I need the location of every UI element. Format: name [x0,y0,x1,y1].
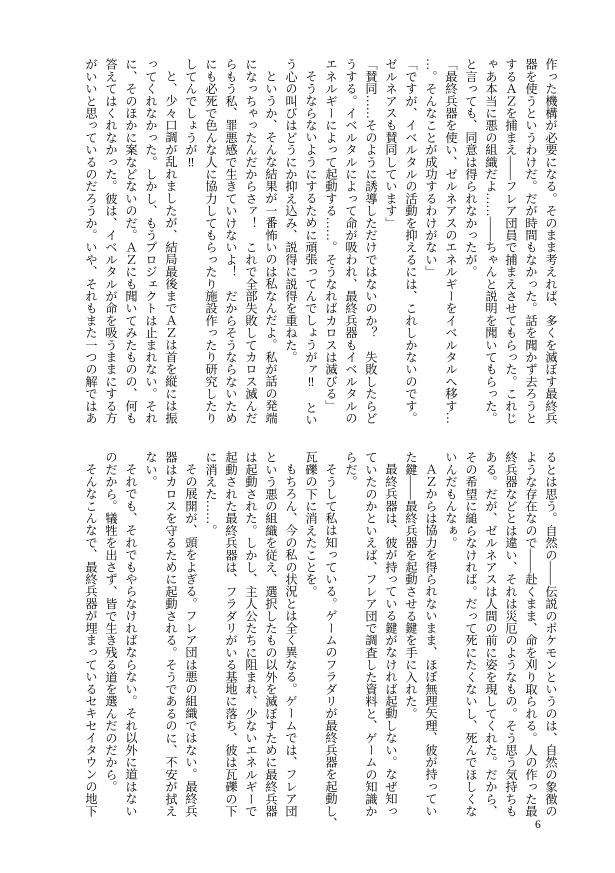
text-line: らだ。 [344,451,358,488]
text-band-bottom [81,451,561,830]
text-line: うする。イベルタルによって命が吸われ、最終兵器もイベルタルの [344,58,358,424]
text-line: …。そんなことが成功するわけがない」 [424,58,438,278]
text-line: う心の叫びはどうにか抑え込み、説得に説得を重ねた。 [284,58,298,363]
text-line: ってくれなかった。しかし、もうプロジェクトは止まれない。それ [144,58,158,424]
text-line: いんだもんなぁ。 [444,451,458,549]
text-line: に消えた……。 [204,451,218,537]
text-line: 瓦礫の下に消えたことを。 [304,451,318,598]
text-line: してんでしょうが‼ [184,58,198,170]
text-line: 「最終兵器を使い、ゼルネアスのエネルギーをイベルタルへ移す… [444,58,458,424]
text-line: 作った機構が必要になる。そのまま考えれば、多くを滅ぼす最終兵 [544,58,558,424]
text-line: にも必死で色んな人に協力してもらったり施設作ったり研究したり [204,58,218,424]
text-line: がいいと思っているのだろうか。いや、それもまた一つの解ではあ [84,58,98,424]
text-line: 最終兵器は、彼が持っている鍵がなければ起動しない。なぜ知っ [384,463,398,817]
page-number: 6 [535,819,541,831]
text-line: ゼルネアスも賛同しています」 [384,58,398,229]
text-line: は起動された。しかし、主人公たちに阻まれ、少ないエネルギーで [244,451,258,817]
text-line: という悪の組織を従え、選択したもの以外を滅ぼすために最終兵器 [264,451,278,817]
text-line: そうして私は知っている。ゲームのフラダリが最終兵器を起動し、 [324,463,338,830]
text-line: エネルギーによって起動する……。そうなればカロスは滅びる」 [324,58,338,412]
text-line: そんなこんなで、最終兵器が埋まっているセキセイタウンの地下 [84,463,98,817]
text-line: ような存在なので――赴くまま、命を刈り取られる。人の作った最 [524,451,538,817]
text-line: と言っても、同意は得られなかったが。 [464,58,478,278]
text-line: のだから。犠牲を出さず、皆で生き残る道を選んだのだから。 [104,451,118,793]
text-line: というか、そんな結果が一番怖いのは私なんだよ。私が話の発端 [264,70,278,424]
text-line: 「ですが、イベルタルの活動を抑えるには、これしかないのです。 [404,58,418,424]
text-line: ある。だが、ゼルネアスは人間の前に姿を現してくれた。だから、 [484,451,498,817]
text-line: と、少々口調が乱れましたが、結局最後までＡＺは首を縦には振 [164,70,178,424]
text-band-top [81,58,561,430]
text-line: その希望に縋らなければ。だって死にたくないし、死んでほしくな [464,451,478,817]
text-line: そうならないようにするために頑張ってんでしょうがァ‼ とい [304,70,318,426]
text-line: するＡＺを捕まえ――フレア団員で捕まえさせてもらった。これじ [504,58,518,424]
text-line: ゃあ本当に悪の組織だよ……――ちゃんと説明を聞いてもらった。 [484,58,498,424]
text-line: 起動された最終兵器は、フラダリがいる基地に落ち、彼は瓦礫の下 [224,451,238,817]
text-line: に、そのほかに案などないのだ。ＡＺにも聞いてみたものの、何も [124,58,138,424]
text-line: 器を使うというわけだ。だが時間もなかった。話を聞かず去ろうと [524,58,538,424]
text-line: それでも、それでもやらなければならない。それ以外に道はない [124,463,138,817]
text-line: 器はカロスを守るために起動される。そうであるのに、不安が拭え [164,451,178,817]
text-line: た鍵――最終兵器を起動させる鍵を手に入れた。 [404,451,418,720]
text-line: るとは思う。自然の――伝説のポケモンというのは、自然の象徴の [544,451,558,817]
text-line: ていたのかといえば、フレア団で調査した資料と、ゲームの知識か [364,451,378,817]
text-line: 「賛同……そのように誘導しただけではないのか？ 失敗したらど [364,58,378,424]
text-line: ＡＺからは協力を得られないまま、ほぼ無理矢理、彼が持ってい [424,463,438,817]
text-line: 終兵器などとは違い、それは災厄のようなもの。そう思う気持ちも [504,451,518,817]
text-line: 答えてはくれなかった。彼は、イベルタルが命を吸うままにする方 [104,58,118,424]
text-line: その展開が、頭をよぎる。フレア団は悪の組織ではない。最終兵 [184,463,198,817]
text-line: ない。 [144,451,158,488]
text-line: もちろん、今の私の状況とは全く異なる。ゲームでは、フレア団 [284,463,298,817]
text-line: らもう私、罪悪感で生きていけないよ！ だからそうならないため [224,58,238,424]
text-line: になっちゃったんだからさァ！ これで全部失敗してカロス滅んだ [244,58,258,424]
